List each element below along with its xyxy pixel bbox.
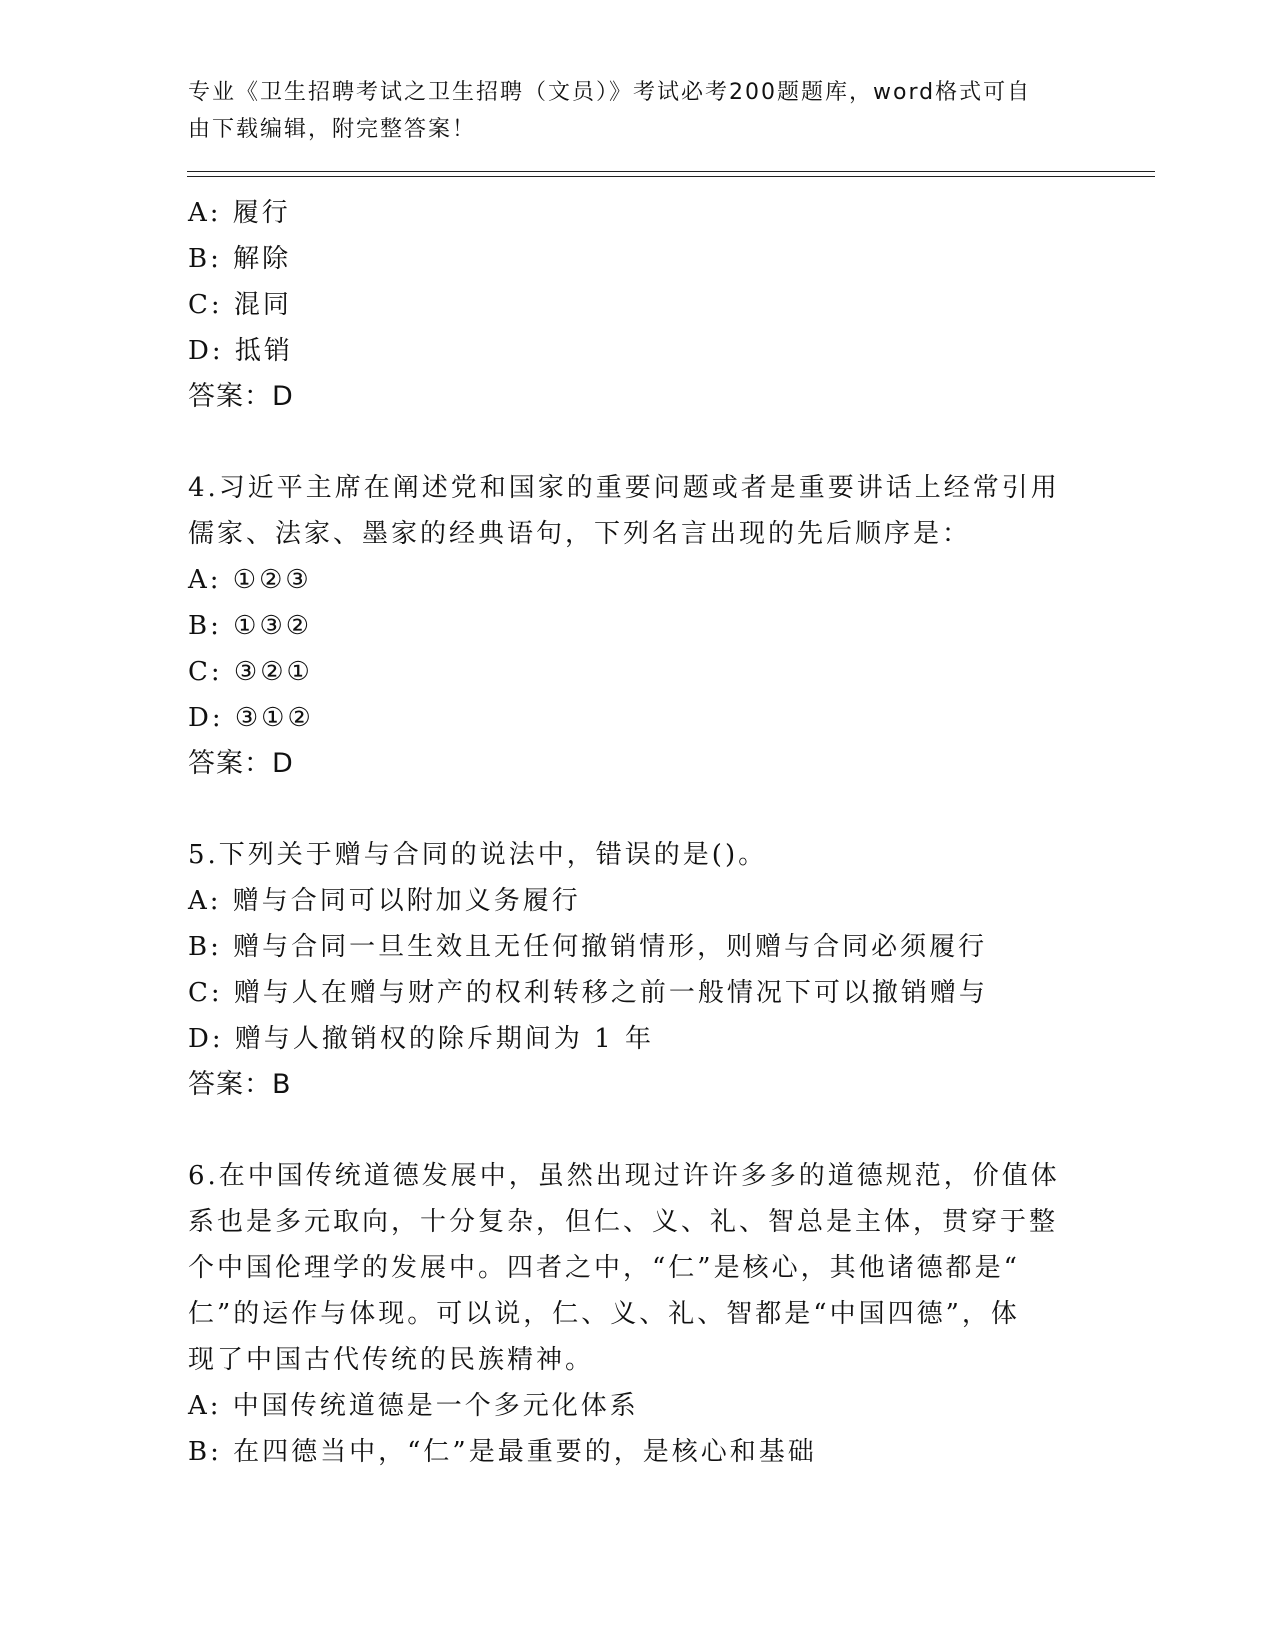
answer: 答案：B bbox=[188, 1069, 292, 1100]
question-stem: 系也是多元取向，十分复杂，但仁、义、礼、智总是主体，贯穿于整 bbox=[188, 1207, 1059, 1237]
option-a: A: ①②③ bbox=[188, 565, 312, 595]
question-stem: 6.在中国传统道德发展中，虽然出现过许许多多的道德规范，价值体 bbox=[188, 1161, 1060, 1191]
option-c: C: 混同 bbox=[188, 290, 292, 320]
question-stem: 现了中国古代传统的民族精神。 bbox=[188, 1345, 595, 1375]
option-b: B: ①③② bbox=[188, 611, 313, 641]
option-d: D: ③①② bbox=[188, 703, 314, 733]
option-c: C: ③②① bbox=[188, 657, 313, 687]
question-stem: 儒家、法家、墨家的经典语句，下列名言出现的先后顺序是： bbox=[188, 519, 972, 549]
option-a: A: 履行 bbox=[188, 198, 291, 228]
question-5 bbox=[188, 832, 1068, 1108]
header-rule-bottom bbox=[187, 176, 1155, 177]
option-d: D: 赠与人撤销权的除斥期间为 1 年 bbox=[188, 1024, 654, 1054]
header-rule-top bbox=[187, 171, 1155, 172]
question-stem: 4.习近平主席在阐述党和国家的重要问题或者是重要讲话上经常引用 bbox=[188, 473, 1060, 503]
option-a: A: 赠与合同可以附加义务履行 bbox=[188, 886, 581, 916]
header-line-2: 由下载编辑，附完整答案！ bbox=[188, 117, 477, 142]
question-list bbox=[188, 190, 1068, 1475]
question-stem: 个中国伦理学的发展中。四者之中，“仁”是核心，其他诸德都是“ bbox=[188, 1253, 1020, 1283]
option-b: B: 赠与合同一旦生效且无任何撤销情形，则赠与合同必须履行 bbox=[188, 932, 988, 962]
option-c: C: 赠与人在赠与财产的权利转移之前一般情况下可以撤销赠与 bbox=[188, 978, 988, 1008]
option-b: B: 在四德当中，“仁”是最重要的，是核心和基础 bbox=[188, 1437, 817, 1467]
question-3 bbox=[188, 190, 1068, 420]
question-6 bbox=[188, 1153, 1068, 1475]
question-stem: 5.下列关于赠与合同的说法中，错误的是()。 bbox=[188, 840, 768, 870]
answer: 答案：D bbox=[188, 381, 294, 412]
document-header bbox=[188, 74, 1068, 148]
question-4 bbox=[188, 465, 1068, 787]
option-d: D: 抵销 bbox=[188, 336, 293, 366]
option-b: B: 解除 bbox=[188, 244, 292, 274]
header-line-1: 专业《卫生招聘考试之卫生招聘（文员）》考试必考200题题库，word格式可自 bbox=[188, 80, 1032, 105]
question-stem: 仁”的运作与体现。可以说，仁、义、礼、智都是“中国四德”，体 bbox=[188, 1299, 1020, 1329]
option-a: A: 中国传统道德是一个多元化体系 bbox=[188, 1391, 639, 1421]
answer: 答案：D bbox=[188, 748, 294, 779]
